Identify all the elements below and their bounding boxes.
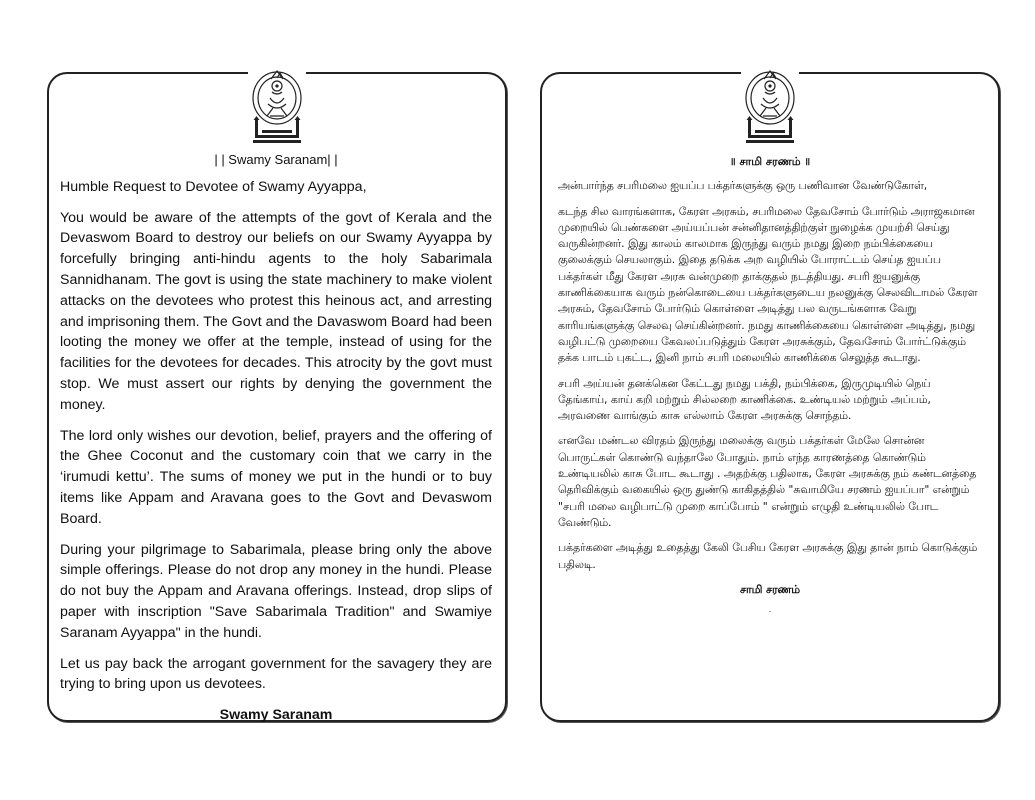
- notice-heading: | | Swamy Saranam| |: [214, 152, 338, 167]
- english-notice-card: [47, 72, 507, 722]
- notice-paragraph: எனவே மண்டல விரதம் இருந்து மலைக்கு வரும் பக்தர்கள் மேலே சொன்ன பொருட்கள் கொண்டு வந்தாலே போதும். நாம் எந்த காரணத்தை கொண்டும் உண்டியலில் காசு போட கூடாது . அதற்க்கு பதிலாக, கேரள அரசுக்கு நம் கண்டனத்தை தெரிவிக்கும் வகையில் ஒரு துண்டு காகிதத்தில் "சுவாமியே சரணம் ஐயப்பா" என்றும் "சபரி மலை வழிபாட்டு முறை காப்போம் " என்றும் எழுதி உண்டியலில் போட வேண்டும்.: [558, 434, 977, 529]
- notice-paragraph: பக்தர்களை அடித்து உதைத்து கேலி பேசிய கேரள அரசுக்கு இது தான் நாம் கொடுக்கும் பதிலடி.: [558, 541, 978, 571]
- notice-paragraph: The lord only wishes our devotion, belief, prayers and the offering of the Ghee Coconut and the customary coin that we carry in the ‘irumudi kettu’. The sums of money we put in the hundi or to buy items like Appam and Aravana goes to the Govt and Devaswom Board.: [60, 427, 492, 527]
- tamil-notice-card: [540, 72, 1000, 722]
- notice-greeting: அன்பார்ந்த சபரிமலை ஐயப்ப பக்தர்களுக்கு ஒரு பணிவான வேண்டுகோள்,: [558, 179, 928, 193]
- notice-heading: ॥ சாமி சரணம் ॥: [729, 155, 811, 168]
- ayyappa-emblem-icon: [248, 68, 306, 148]
- notice-paragraph: You would be aware of the attempts of the govt of Kerala and the Devaswom Board to destroy our beliefs on our Swamy Ayyappa by forcefully bringing anti-hindu agents to the holy Sabarimala Sannidhanam. The govt is using the state machinery to make violent attacks on the devotees who protest this heinous act, and arresting and imprisoning them. The Govt and the Davaswom Board had been looting the money we offer at the temple, instead of using for the facilities for the devotees for decades. This atrocity by the govt must stop. We must assert our rights by denying the government the money.: [60, 209, 492, 413]
- ayyappa-emblem-icon: [741, 68, 799, 148]
- english-notice-body: [60, 150, 492, 726]
- notice-paragraph: Let us pay back the arrogant government for the savagery they are trying to bring upon us devotees.: [60, 655, 492, 693]
- notice-paragraph: சபரி அய்யன் தனக்கென கேட்டது நமது பக்தி, நம்பிக்கை, இருமுடியில் நெய் தேங்காய், காய் கறி மற்றும் சில்லறை காணிக்கை. உண்டியல் மற்றும் அப்பம், அரவணை வாங்கும் காசு எல்லாம் கேரள அரசுக்கு சொந்தம்.: [558, 376, 931, 423]
- notice-signature: சாமி சரணம்: [740, 582, 800, 596]
- tamil-notice-body: [558, 154, 982, 618]
- notice-paragraph: During your pilgrimage to Sabarimala, please bring only the above simple offerings. Please do not drop any money in the hundi. Please do not buy the Appam and Aravana offerings. Instead, drop slips of paper with inscription "Save Sabarimala Tradition" and Swamiye Saranam Ayyappa" in the hundi.: [60, 541, 492, 641]
- trailing-mark: .: [768, 605, 772, 615]
- notice-greeting: Humble Request to Devotee of Swamy Ayyappa,: [60, 178, 367, 195]
- notice-signature: Swamy Saranam: [219, 707, 333, 724]
- notice-paragraph: கடந்த சில வாரங்களாக, கேரள அரசும், சபரிமலை தேவசோம் போர்டும் அராஜகமான முறையில் பெண்களை அய்யப்பன் சன்னிதானத்திற்குள் நுழைக்க முயற்சி செய்து வருகின்றனர். இது காலம் காலமாக இருந்து வரும் நமது இறை நம்பிக்கையை குலைக்கும் செயலாகும். இதை தடுக்க அற வழியில் போராட்டம் செய்த ஐயப்ப பக்தர்கள் மீது கேரள அரசு வன்முறை தாக்குதல் நடத்தியது. சபரி ஐயனுக்கு காணிக்கையாக வரும் நன்கொடையை பக்தர்களுடைய நலனுக்கு செலவிடாமல் கேரள அரசும், தேவசோம் போர்டும் கொள்ளை அடித்து பல வருடங்களாக வேறு காரியங்களுக்கு செலவு செய்கின்றனர். நமது காணிக்கையை கொள்ளை அடித்து, நமது வழிபட்டு முறையை கேவலப்படுத்தும் கேரள அரசுக்கும், தேவசோம் போர்ட்டுக்கும் தக்க பாடம் புகட்ட, இனி நாம் சபரி மலையில் காணிக்கை செலுத்த கூடாது.: [558, 204, 978, 365]
